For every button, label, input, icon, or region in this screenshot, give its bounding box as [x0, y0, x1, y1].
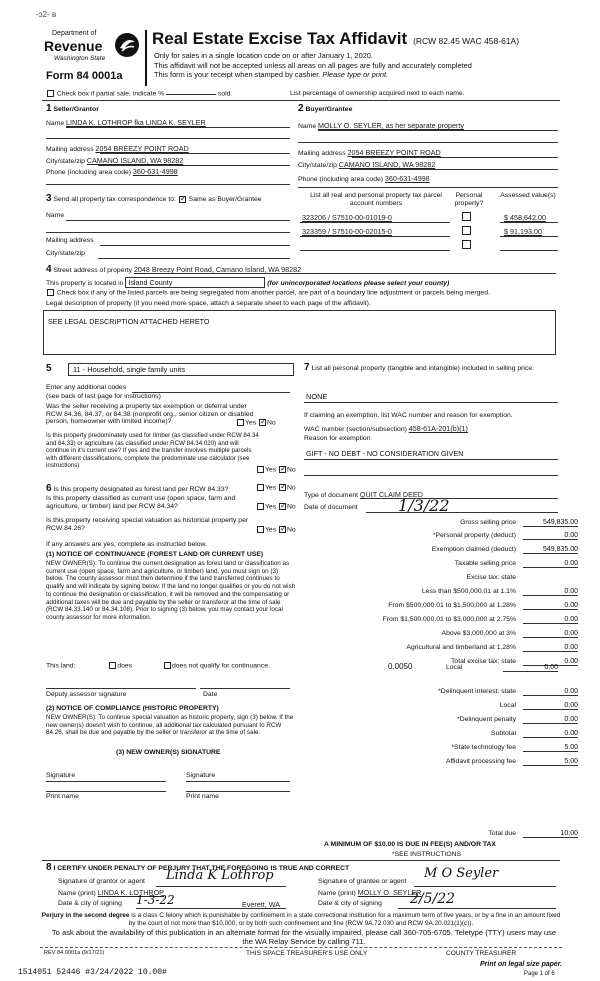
buyer-mailing-address[interactable]: 2054 BREEZY POINT ROAD: [347, 148, 441, 157]
grantee-signature[interactable]: M O Seyler: [424, 866, 499, 881]
stray-mark: -ɔ2- ʙ: [36, 10, 57, 19]
legal-description-box[interactable]: SEE LEGAL DESCRIPTION ATTACHED HERETO: [43, 310, 556, 355]
grantor-signature[interactable]: Linda K Lothrop: [166, 868, 274, 883]
personal-checkbox-2[interactable]: [462, 226, 471, 235]
tax-row-value[interactable]: 0.00: [523, 616, 578, 624]
partial-sale-checkbox[interactable]: [47, 90, 54, 97]
minimum-due-note: A MINIMUM OF $10.00 IS DUE IN FEE(S) AND/OR TAX: [324, 841, 496, 848]
historic-no-checkbox[interactable]: [279, 526, 286, 533]
tax-row-value[interactable]: 0.00: [523, 716, 578, 724]
tax-row-label: Less than $500,000.01 at 1.1%: [421, 588, 516, 595]
partial-ownership-note: List percentage of ownership acquired next to each name.: [290, 90, 465, 97]
grantor-sign-date[interactable]: 1-3-22: [136, 893, 175, 907]
tax-row-label: Total due: [488, 830, 516, 837]
tax-row-label: Above $3,000,000 at 3%: [441, 630, 516, 637]
tax-row: [306, 532, 578, 543]
tax-row-label: Affidavit processing fee: [445, 758, 516, 765]
tax-row-label: From $500,000.01 to $1,500,000 at 1.28%: [388, 602, 516, 609]
tax-row: [306, 644, 578, 655]
personal-col-header: Personal property?: [454, 192, 484, 207]
property-street-address[interactable]: 2048 Breezy Point Road, Camano Island, WA 98282: [133, 265, 302, 274]
same-as-buyer-checkbox[interactable]: [179, 196, 186, 203]
tax-row-value[interactable]: 5.00: [523, 758, 578, 766]
seller-name[interactable]: LINDA K. LOTHROP fka LINDA K. SEYLER: [66, 118, 206, 127]
buyer-city[interactable]: CAMANO ISLAND, WA 98282: [338, 160, 436, 169]
land-does-not-checkbox[interactable]: [164, 662, 171, 669]
parcel-value-1[interactable]: $ 458,642.00: [504, 213, 546, 222]
tax-row: [306, 546, 578, 557]
wac-number[interactable]: 458-61A-201(b)(1): [408, 424, 468, 433]
tax-row-label: Local: [499, 702, 516, 709]
land-does-checkbox[interactable]: [109, 662, 116, 669]
tax-row: [306, 758, 578, 769]
tax-row: [306, 616, 578, 627]
personal-property-value[interactable]: NONE: [306, 392, 328, 401]
exemption-reason[interactable]: GIFT - NO DEBT - NO CONSIDERATION GIVEN: [306, 449, 464, 458]
tax-row-value[interactable]: 0.00: [523, 588, 578, 596]
tax-row: [306, 702, 578, 713]
tax-row-label: Excise tax: state: [466, 574, 516, 581]
tax-row-label: *Delinquent interest: state: [438, 688, 516, 695]
timber-no-checkbox[interactable]: [279, 466, 286, 473]
current-use-yes-checkbox[interactable]: [257, 503, 264, 510]
grantee-print-name[interactable]: MOLLY O. SEYLER: [357, 888, 422, 897]
tax-row-label: Taxable selling price: [454, 560, 516, 567]
partial-sale-row: Check box if partial sale, indicate % sold: [46, 90, 230, 97]
document-date[interactable]: 1/3/22: [398, 496, 450, 515]
seller-city[interactable]: CAMANO ISLAND, WA 98282: [86, 156, 184, 165]
county-select[interactable]: Island County: [125, 277, 265, 288]
tax-row-value[interactable]: 549,835.00: [523, 519, 578, 527]
tax-row-label: *Personal property (deduct): [432, 532, 516, 539]
dept-revenue: Revenue: [44, 38, 103, 54]
tax-row-value[interactable]: 0.00: [523, 730, 578, 738]
tax-row-value[interactable]: 0.00: [523, 644, 578, 652]
tax-row-value[interactable]: 0.00: [523, 630, 578, 638]
seller-phone[interactable]: 360-631-4998: [132, 167, 178, 176]
tax-row: [306, 716, 578, 727]
tax-row: [306, 602, 578, 613]
tax-row-label: Gross selling price: [460, 519, 516, 526]
tax-row-label: Total excise tax: state: [451, 658, 516, 665]
timber-yes-checkbox[interactable]: [257, 466, 264, 473]
tax-row: [306, 744, 578, 755]
dept-line: Department of: [52, 30, 97, 37]
buyer-phone[interactable]: 360-631-4998: [384, 174, 430, 183]
tax-row-label: From $1,500,000.01 to $3,000,000 at 2.75%: [382, 616, 516, 623]
current-use-no-checkbox[interactable]: [279, 503, 286, 510]
recording-stamp: 1514051 52446 #3/24/2022 10.00#: [18, 968, 167, 977]
tax-row-value[interactable]: 0.00: [523, 560, 578, 568]
tax-row-value[interactable]: 0.00: [523, 688, 578, 696]
parcel-acct-1[interactable]: 323206 / S7510-00-01019-0: [302, 213, 392, 222]
land-use-code-select[interactable]: 11 - Household, single family units: [68, 363, 294, 376]
parcel-value-2[interactable]: $ 91,193.00: [504, 227, 542, 236]
personal-checkbox-1[interactable]: [462, 212, 471, 221]
tax-row-value[interactable]: 10.00: [523, 830, 578, 838]
tax-row-label: Subtotal: [491, 730, 516, 737]
tax-row-value[interactable]: 0.00: [523, 602, 578, 610]
form-title: Real Estate Excise Tax Affidavit (RCW 82.45 WAC 458-61A): [152, 29, 520, 48]
seller-mailing-address[interactable]: 2054 BREEZY POINT ROAD: [95, 144, 189, 153]
tax-row: [306, 830, 578, 841]
grantee-sign-date[interactable]: 2/5/22: [410, 891, 456, 907]
tax-row-value[interactable]: 5.00: [523, 744, 578, 752]
tax-row-label: Agricultural and timberland at 1.28%: [406, 644, 516, 651]
exemption-yes-checkbox[interactable]: [237, 419, 244, 426]
grantor-sign-city[interactable]: Everett, WA: [242, 900, 281, 909]
dept-state: Washington State: [54, 55, 106, 62]
tax-row: [306, 560, 578, 571]
tax-row-label: *Delinquent penalty: [457, 716, 516, 723]
tax-row: [306, 519, 578, 530]
forest-yes-checkbox[interactable]: [257, 484, 264, 491]
agency-logo-block: [44, 30, 142, 88]
perjury-notice: Perjury in the second degree is a class C felony which is punishable by confinement in a state correctional institution for a maximum term of five years, or by a fine in an amount fixed by the court of not more than $10,000, or by both such confinement and fine (RCW 9A.72.030 and RCW 9A.20.021(1)(c)).: [41, 912, 561, 927]
tax-row: [306, 730, 578, 741]
historic-yes-checkbox[interactable]: [257, 526, 264, 533]
personal-checkbox-3[interactable]: [462, 240, 471, 249]
revenue-logo-icon: [114, 32, 140, 58]
parcel-col-header: List all real and personal property tax parcel account numbers: [310, 192, 442, 207]
form-number: Form 84 0001a: [46, 70, 123, 82]
segregated-checkbox[interactable]: [47, 289, 54, 296]
tax-row: [306, 688, 578, 699]
accessibility-notice: To ask about the availability of this publication in an alternate format for the visually impaired, please call 360-705-6705. Teletype (TTY) users may use the WA Relay Service by calling 711.: [51, 928, 557, 946]
exemption-no-checkbox[interactable]: [259, 419, 266, 426]
parcel-acct-2[interactable]: 323359 / S7510-00-02015-0: [302, 227, 392, 236]
form-subtitle: Only for sales in a single location code on or after January 1, 2020. This affidavit will not be accepted unless all areas on all pages are fully and accurately completed This form is your receipt when stamped by cashier. Please type or print.: [154, 51, 472, 79]
tax-row-label: *State technology fee: [451, 744, 516, 751]
tax-row: [306, 588, 578, 599]
grantor-print-name[interactable]: LINDA K. LOTHROP: [97, 888, 164, 897]
forest-no-checkbox[interactable]: [279, 484, 286, 491]
tax-row: [306, 630, 578, 641]
local-tax-value[interactable]: 0.00: [503, 664, 558, 672]
tax-row: [306, 574, 578, 585]
buyer-name[interactable]: MOLLY O. SEYLER, as her separate property: [318, 121, 464, 130]
tax-row-value[interactable]: 549,835.00: [523, 546, 578, 554]
tax-row-value[interactable]: 0.00: [523, 532, 578, 540]
assessed-col-header: Assessed value(s): [500, 192, 556, 199]
local-rate[interactable]: 0.0050: [388, 662, 413, 671]
tax-row-label: Exemption claimed (deduct): [431, 546, 516, 553]
tax-row-value[interactable]: 0.00: [523, 658, 578, 666]
tax-row-value[interactable]: 0.00: [523, 702, 578, 710]
document-type[interactable]: QUIT CLAIM DEED: [359, 490, 423, 499]
